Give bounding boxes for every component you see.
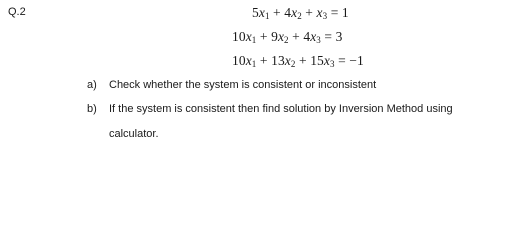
equation-3: $10x_1 + 13x_2 + 15x_3 = -1$ <box>232 53 364 69</box>
part-b-text: If the system is consistent then find solution by Inversion Method using <box>109 103 453 115</box>
equation-1: $5x_1 + 4x_2 + x_3 = 1$ <box>252 5 349 21</box>
part-b-continuation: calculator. <box>109 128 159 140</box>
part-a-text: Check whether the system is consistent or inconsistent <box>109 79 377 91</box>
part-a-label: a) <box>87 79 97 91</box>
equation-2: $10x_1 + 9x_2 + 4x_3 = 3$ <box>232 29 343 45</box>
part-b-label: b) <box>87 103 97 115</box>
question-number: Q.2 <box>8 6 26 18</box>
